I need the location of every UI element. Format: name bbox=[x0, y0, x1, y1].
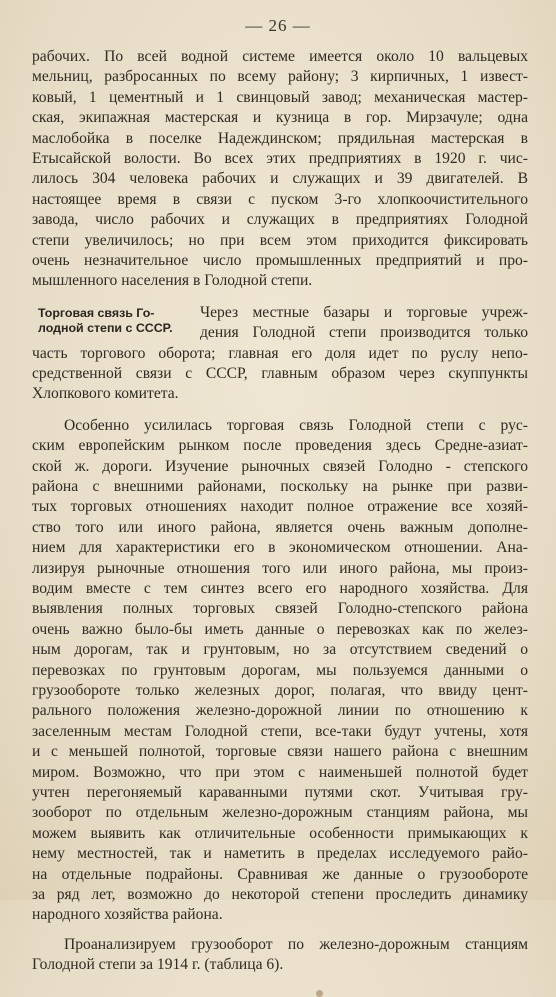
text-line: степи увеличилось; но при всем этом приходится фиксировать bbox=[32, 231, 528, 249]
text-line: перевозках по грунтовым дорогам, мы пользуемся данными о bbox=[32, 661, 528, 679]
text-line: очень важно было-бы иметь данные о перевозках как по желез- bbox=[32, 620, 528, 638]
text-line: народного хозяйства района. bbox=[32, 906, 223, 924]
text-line: ской ж. дороги. Изучение рыночных связей Голодно - степского bbox=[32, 457, 528, 475]
page-number: — 26 — bbox=[245, 16, 311, 35]
text-line: учтен перегоняемый караванными путями скот. Учитывая гру- bbox=[32, 784, 528, 801]
text-line: заселенным местам Голодной степи, все-таки будут учтены, хотя bbox=[32, 722, 528, 740]
text-line: рабочих. По всей водной системе имеется около 10 вальцевых bbox=[32, 48, 528, 65]
side-heading-line: Торговая связь Го- bbox=[38, 305, 155, 320]
text-line: за ряд лет, возможно до некоторой степени проследить динамику bbox=[32, 886, 528, 903]
text-line: лизируя рыночные отношения того или иного района, мы произ- bbox=[32, 559, 528, 577]
text-line: миром. Возможно, что при этом с наименьшей полнотой будет bbox=[32, 763, 528, 781]
text-line: мельниц, разбросанных по всему району; 3 кирпичных, 1 извест- bbox=[32, 68, 528, 86]
text-line: ковый, 1 цементный и 1 свинцовый завод; механическая мастер- bbox=[32, 88, 528, 106]
text-line: ным дорогам, так и грунтовым, но за отсутствием сведений о bbox=[32, 641, 528, 659]
text-line: Етысайской волости. Во всех этих предприятиях в 1920 г. чис- bbox=[32, 150, 528, 167]
text-line: Хлопкового комитета. bbox=[32, 385, 179, 403]
text-line: Через местные базары и торговые учреж- bbox=[200, 303, 528, 321]
text-line: средственной связи с СССР, главным образом через скуппункты bbox=[32, 365, 528, 382]
text-line: рального положения железно-дорожной линии по отношению к bbox=[32, 702, 528, 720]
text-line: Голодной степи за 1914 г. (таблица 6). bbox=[32, 956, 284, 974]
side-heading bbox=[38, 306, 188, 336]
text-line: завода, число рабочих и служащих в предприятиях Голодной bbox=[32, 211, 528, 229]
text-line: тых торговых отношениях находит полное отражение все хозяй- bbox=[32, 498, 528, 516]
text-line: зооборот по отдельным железно-дорожным станциям района, мы bbox=[32, 804, 528, 822]
ornament-dot bbox=[316, 990, 323, 997]
text-line: водим вместе с тем синтез всего его народного хозяйства. Для bbox=[32, 580, 528, 597]
text-line: нием для характеристики его в экономическом отношении. Ана- bbox=[32, 539, 528, 557]
text-line: маслобойка в поселке Надеждинском; прядильная мастерская в bbox=[32, 129, 528, 147]
text-line: на отдельные подрайоны. Сравнивая же данные о грузообороте bbox=[32, 865, 528, 883]
text-line: ская, экипажная мастерская и кузница в гор. Мирзачуле; одна bbox=[32, 109, 528, 127]
text-line: Особенно усилилась торговая связь Голодной степи с рус- bbox=[64, 416, 528, 434]
text-line: дения Голодной степи производится только bbox=[200, 324, 528, 342]
text-line: настоящее время в связи с пуском 3-го хлопкоочистительного bbox=[32, 190, 528, 208]
text-line: Проанализируем грузооборот по железно-дорожным станциям bbox=[64, 935, 528, 953]
text-line: мышленного населения в Голодной степи. bbox=[32, 272, 313, 290]
text-line: грузообороте только железных дорог, полагая, что ввиду цент- bbox=[32, 682, 528, 699]
text-line: нему местностей, так и наметить в пределах исследуемого райо- bbox=[32, 845, 528, 863]
text-line: часть торгового оборота; главная его доля идет по руслу непо- bbox=[32, 344, 528, 362]
text-line: можем выявить как отличительные особенности примыкающих к bbox=[32, 824, 528, 842]
text-line: лилось 304 человека рабочих и служащих и 39 двигателей. В bbox=[32, 170, 528, 188]
text-line: очень незначительное число промышленных предприятий и про- bbox=[32, 252, 528, 269]
text-line: ским европейским рынком после проведения здесь Средне-азиат- bbox=[32, 437, 528, 455]
text-line: ство того или иного района, является очень важным дополне- bbox=[32, 518, 528, 536]
text-line: района с внешними районами, поскольку на рынке при разви- bbox=[32, 478, 528, 495]
text-line: выявления полных торговых связей Голодно-степского района bbox=[32, 600, 528, 618]
text-line: и с меньшей полнотой, торговые связи нашего района с внешним bbox=[32, 743, 528, 761]
side-heading-line: лодной степи с СССР. bbox=[38, 320, 173, 335]
